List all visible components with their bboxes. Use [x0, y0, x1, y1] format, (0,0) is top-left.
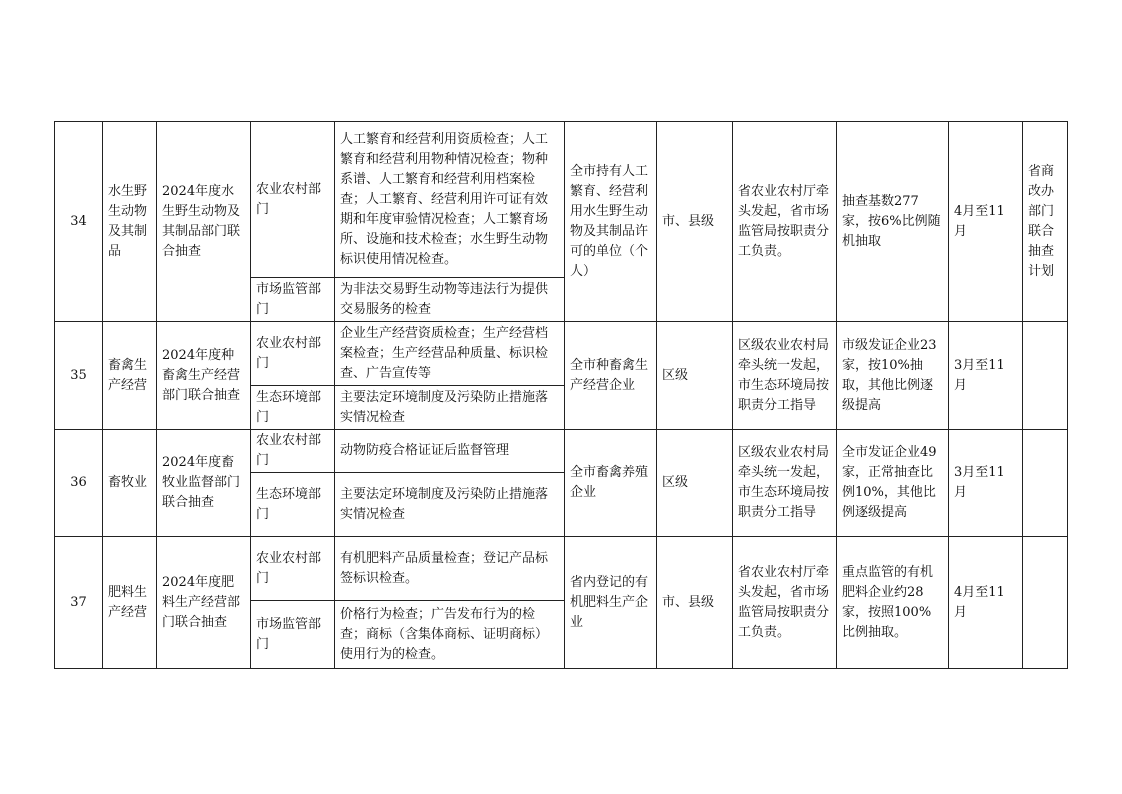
industry-cell: 肥料生产经营	[103, 537, 157, 669]
level-cell: 市、县级	[657, 537, 733, 669]
object-cell: 全市畜禽养殖企业	[565, 430, 657, 537]
dept-cell: 生态环境部门	[251, 473, 335, 537]
inspection-plan-table	[54, 121, 1068, 669]
time-cell: 3月至11月	[949, 322, 1023, 430]
time-cell: 4月至11月	[949, 537, 1023, 669]
row-number: 36	[55, 430, 103, 537]
industry-cell: 水生野生动物及其制品	[103, 122, 157, 322]
items-cell: 主要法定环境制度及污染防止措施落实情况检查	[335, 473, 565, 537]
org-cell: 区级农业农村局牵头统一发起，市生态环境局按职责分工指导	[733, 430, 837, 537]
row-number: 34	[55, 122, 103, 322]
dept-cell: 农业农村部门	[251, 122, 335, 278]
ratio-cell: 市级发证企业23家，按10%抽取，其他比例逐级提高	[837, 322, 949, 430]
level-cell: 区级	[657, 322, 733, 430]
object-cell: 全市种畜禽生产经营企业	[565, 322, 657, 430]
table-row	[55, 430, 1068, 473]
note-cell	[1023, 430, 1068, 537]
time-cell: 4月至11月	[949, 122, 1023, 322]
items-cell: 价格行为检查；广告发布行为的检查；商标（含集体商标、证明商标）使用行为的检查。	[335, 601, 565, 669]
object-cell: 省内登记的有机肥料生产企业	[565, 537, 657, 669]
level-cell: 市、县级	[657, 122, 733, 322]
dept-cell: 市场监管部门	[251, 278, 335, 322]
industry-cell: 畜禽生产经营	[103, 322, 157, 430]
table-row	[55, 537, 1068, 601]
task-cell: 2024年度肥料生产经营部门联合抽查	[157, 537, 251, 669]
note-cell	[1023, 322, 1068, 430]
items-cell: 主要法定环境制度及污染防止措施落实情况检查	[335, 386, 565, 430]
industry-cell: 畜牧业	[103, 430, 157, 537]
table-row	[55, 122, 1068, 278]
items-cell: 企业生产经营资质检查；生产经营档案检查；生产经营品种质量、标识检查、广告宣传等	[335, 322, 565, 386]
dept-cell: 市场监管部门	[251, 601, 335, 669]
note-cell: 省商改办部门联合抽查计划	[1023, 122, 1068, 322]
org-cell: 区级农业农村局牵头统一发起，市生态环境局按职责分工指导	[733, 322, 837, 430]
time-cell: 3月至11月	[949, 430, 1023, 537]
dept-cell: 农业农村部门	[251, 537, 335, 601]
items-cell: 有机肥料产品质量检查；登记产品标签标识检查。	[335, 537, 565, 601]
org-cell: 省农业农村厅牵头发起，省市场监管局按职责分工负责。	[733, 537, 837, 669]
task-cell: 2024年度种畜禽生产经营部门联合抽查	[157, 322, 251, 430]
note-cell	[1023, 537, 1068, 669]
dept-cell: 农业农村部门	[251, 430, 335, 473]
dept-cell: 生态环境部门	[251, 386, 335, 430]
row-number: 35	[55, 322, 103, 430]
object-cell: 全市持有人工繁育、经营利用水生野生动物及其制品许可的单位（个人）	[565, 122, 657, 322]
ratio-cell: 抽查基数277家，按6%比例随机抽取	[837, 122, 949, 322]
items-cell: 人工繁育和经营利用资质检查；人工繁育和经营利用物种情况检查；物种系谱、人工繁育和经营利用档案检查；人工繁育、经营利用许可证有效期和年度审验情况检查；人工繁育场所、设施和技术检查；水生野生动物标识使用情况检查。	[335, 122, 565, 278]
items-cell: 动物防疫合格证证后监督管理	[335, 430, 565, 473]
row-number: 37	[55, 537, 103, 669]
ratio-cell: 全市发证企业49家，正常抽查比例10%，其他比例逐级提高	[837, 430, 949, 537]
ratio-cell: 重点监管的有机肥料企业约28家，按照100%比例抽取。	[837, 537, 949, 669]
task-cell: 2024年度畜牧业监督部门联合抽查	[157, 430, 251, 537]
task-cell: 2024年度水生野生动物及其制品部门联合抽查	[157, 122, 251, 322]
dept-cell: 农业农村部门	[251, 322, 335, 386]
org-cell: 省农业农村厅牵头发起，省市场监管局按职责分工负责。	[733, 122, 837, 322]
table-row	[55, 322, 1068, 386]
level-cell: 区级	[657, 430, 733, 537]
items-cell: 为非法交易野生动物等违法行为提供交易服务的检查	[335, 278, 565, 322]
